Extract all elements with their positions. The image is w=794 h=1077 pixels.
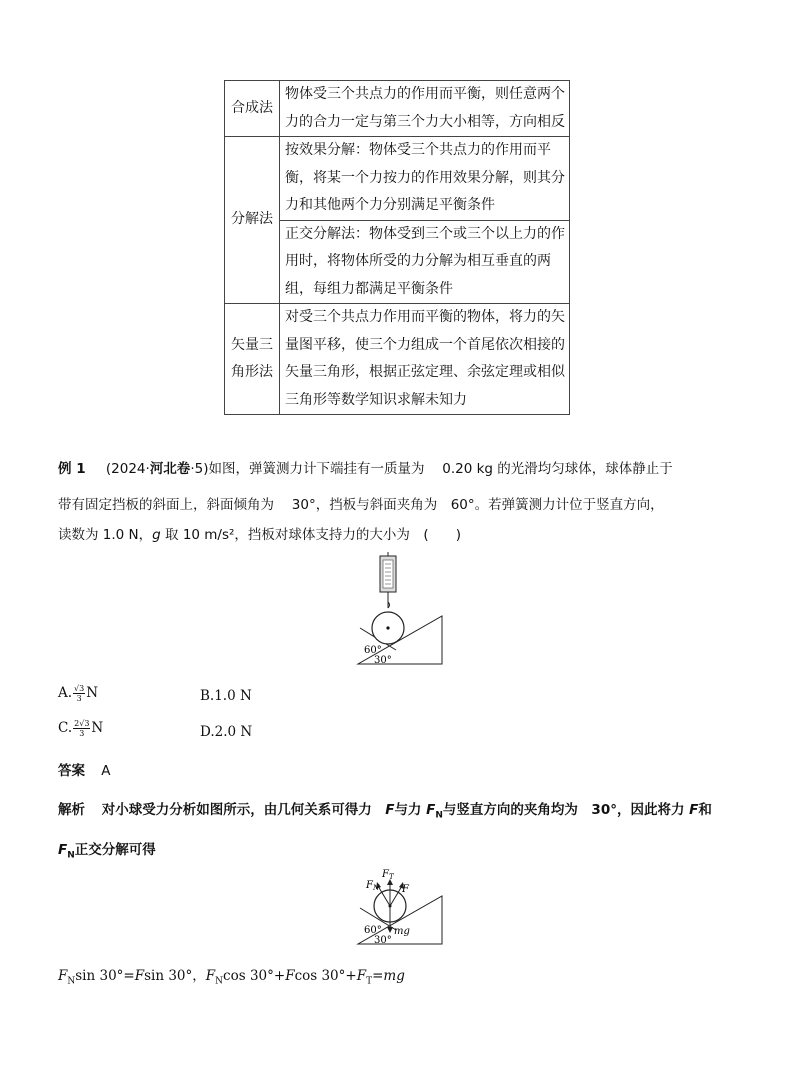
equation-text: = [372, 968, 384, 984]
denominator: 3 [76, 694, 82, 703]
subscript: N [215, 976, 224, 987]
label-F: F [402, 884, 409, 895]
angle-60-label: 60° [364, 925, 382, 936]
text-line: 对受三个共点力作用而平衡的物体，将力的矢 [285, 309, 565, 325]
text-line: 矢量三角形，根据正弦定理、余弦定理或相似 [285, 364, 565, 380]
method-name: 合成法 [225, 81, 280, 137]
answer-value: A [101, 763, 111, 779]
source-name: 河北卷 [149, 461, 191, 477]
symbol-FN: F [426, 802, 436, 818]
answer-line [58, 759, 111, 779]
numerator: 2√3 [74, 719, 90, 728]
text-line: 角形法 [231, 364, 273, 380]
source-prefix: (2024· [105, 461, 150, 477]
analysis-text: 和 [698, 802, 712, 818]
equation-text: cos 30°+ [223, 968, 286, 984]
symbol-F: F [205, 968, 216, 984]
equation-text: cos 30°+ [294, 968, 357, 984]
unit: N [91, 720, 104, 736]
method-description [280, 137, 570, 221]
symbol-F: F [285, 968, 295, 984]
text-line: 三角形等数学知识求解未知力 [285, 391, 467, 408]
symbol-F: F [134, 968, 145, 984]
option-d[interactable]: D.2.0 N [200, 724, 253, 740]
text-line: 按效果分解：物体受三个共点力的作用而平 [285, 142, 551, 158]
spring-scale-icon [380, 552, 396, 608]
option-letter: C. [58, 720, 73, 736]
angle-30-label: 30° [374, 935, 392, 946]
text-line: 组，每组力都满足平衡条件 [285, 280, 453, 297]
fraction [73, 684, 85, 703]
text-line: 用时，将物体所受的力分解为相互垂直的两 [285, 253, 551, 269]
option-a[interactable] [58, 684, 98, 703]
text-line: 衡，将某一个力按力的作用效果分解，则其分 [285, 169, 565, 186]
text-line: 量图平移，使三个力组成一个首尾依次相接的 [285, 336, 565, 353]
subscript: N [67, 850, 75, 861]
symbol-mg: mg [383, 968, 405, 984]
symbol-F: F [689, 802, 699, 818]
option-b[interactable]: B.1.0 N [200, 688, 252, 704]
example-text: 取 10 m/s²，挡板对球体支持力的大小为 ( ) [160, 527, 461, 543]
analysis-text: 对小球受力分析如图所示，由几何关系可得力 [101, 802, 386, 818]
analysis-text: 与竖直方向的夹角均为 30°，因此将力 [442, 802, 690, 818]
method-description [280, 220, 570, 304]
figure-spring-scale-ball [352, 552, 448, 670]
example-text: 读数为 1.0 N， [58, 527, 153, 543]
equation-line [58, 964, 405, 987]
label-FT: $F_T$ [382, 869, 394, 881]
example-text: 如图，弹簧测力计下端挂有一质量为 0.20 kg 的光滑均匀球体，球体静止于 [208, 461, 673, 477]
text-line: 物体受三个共点力的作用而平衡，则任意两个 [285, 86, 565, 102]
method-name [225, 304, 280, 415]
analysis-label: 解析 [58, 802, 85, 818]
subscript: N [435, 810, 443, 821]
symbol-F: F [58, 968, 68, 984]
source-suffix: ·5) [190, 461, 209, 477]
equation-text: sin 30°= [75, 968, 135, 984]
analysis-line-2 [58, 838, 156, 861]
method-description [280, 304, 570, 415]
denominator: 3 [79, 729, 85, 738]
analysis-text: 正交分解可得 [74, 842, 156, 858]
figure-force-diagram [352, 866, 448, 950]
table-row [225, 304, 570, 415]
angle-60-label: 60° [364, 645, 382, 656]
methods-table [224, 80, 570, 415]
symbol-F: F [356, 968, 367, 984]
label-FN: $F_N$ [366, 880, 380, 892]
analysis-text: 与力 [394, 802, 427, 818]
equation-text: sin 30°， [144, 968, 206, 984]
example-source [106, 461, 209, 477]
example-label: 例 1 [58, 461, 86, 477]
method-description [280, 81, 570, 137]
unit: N [86, 685, 99, 701]
text-line: 矢量三 [231, 336, 273, 353]
table-row [225, 137, 570, 221]
answer-label: 答案 [58, 763, 85, 779]
angle-30-label: 30° [374, 655, 392, 666]
symbol-g: g [152, 527, 161, 543]
numerator: √3 [74, 684, 85, 693]
subscript: T [366, 976, 373, 987]
text-line: 力和其他两个力分别满足平衡条件 [285, 197, 495, 213]
subscript: N [67, 976, 76, 987]
label-mg: mg [394, 926, 410, 937]
example-line-1 [58, 457, 673, 477]
option-c[interactable] [58, 719, 103, 738]
option-letter: A. [58, 685, 73, 701]
analysis-line-1 [58, 798, 712, 821]
table-row [225, 81, 570, 137]
symbol-F: F [385, 802, 395, 818]
example-line-3 [58, 523, 461, 543]
example-line-2: 带有固定挡板的斜面上，斜面倾角为 30°，挡板与斜面夹角为 60°。若弹簧测力计位于竖直方向， [58, 497, 664, 513]
text-line: 正交分解法：物体受到三个或三个以上力的作 [285, 225, 565, 242]
method-name: 分解法 [225, 137, 280, 304]
fraction [73, 719, 90, 738]
symbol-F: F [58, 842, 68, 858]
text-line: 力的合力一定与第三个力大小相等，方向相反 [285, 113, 565, 130]
